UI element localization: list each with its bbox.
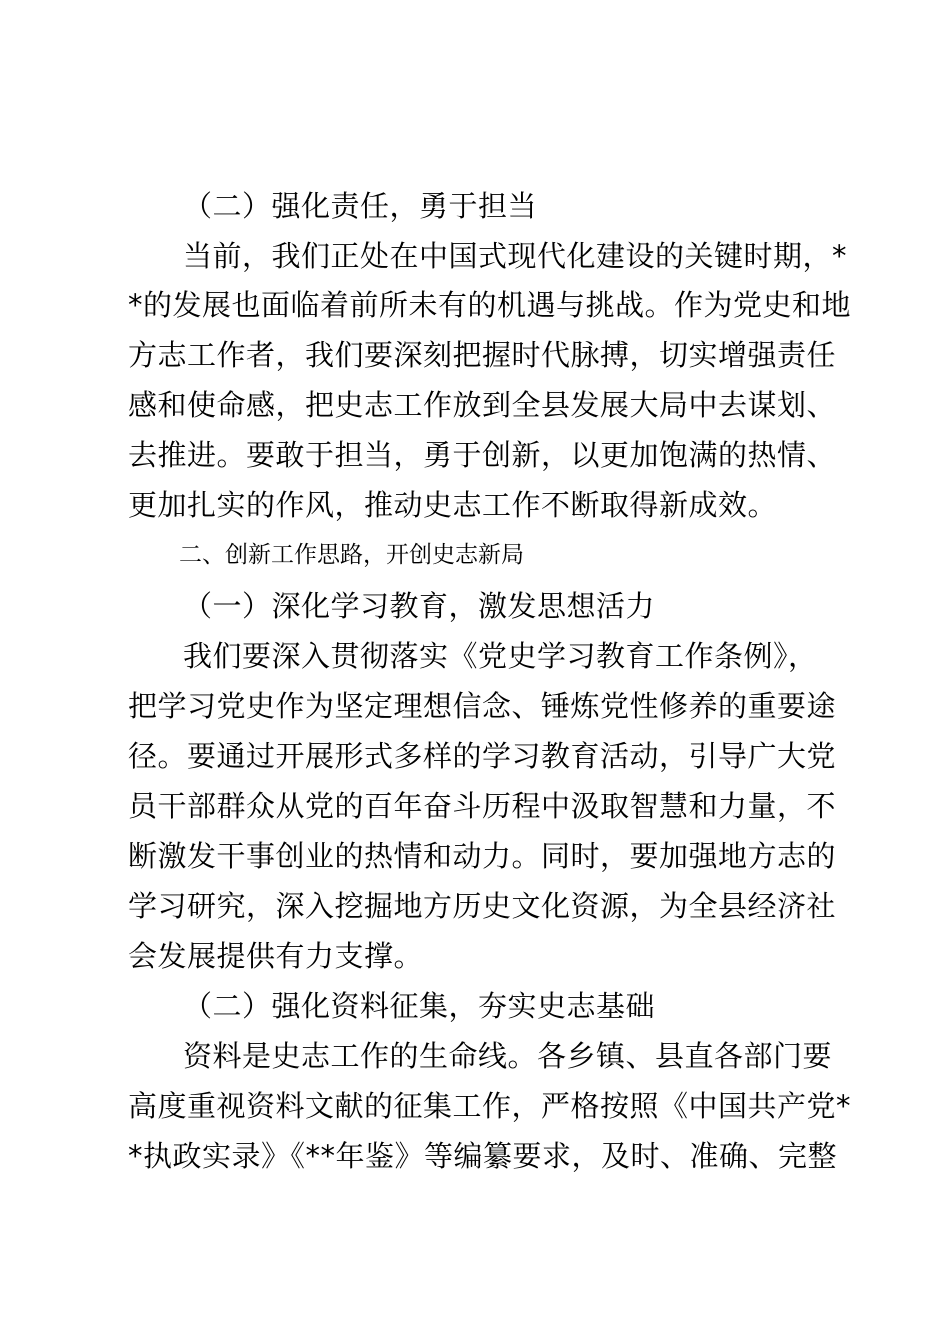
paragraph-line: 员干部群众从党的百年奋斗历程中汲取智慧和力量，不	[128, 789, 837, 823]
paragraph-line: 学习研究，深入挖掘地方历史文化资源，为全县经济社	[128, 889, 837, 923]
paragraph-line: 径。要通过开展形式多样的学习教育活动，引导广大党	[128, 739, 837, 773]
paragraph-line: 资料是史志工作的生命线。各乡镇、县直各部门要	[183, 1039, 833, 1073]
paragraph-line: 把学习党史作为坚定理想信念、锤炼党性修养的重要途	[128, 689, 837, 723]
paragraph-line: 断激发干事创业的热情和动力。同时，要加强地方志的	[128, 839, 837, 873]
paragraph-line: 感和使命感，把史志工作放到全县发展大局中去谋划、	[128, 388, 837, 422]
section-heading: （二）强化责任，勇于担当	[183, 189, 538, 223]
paragraph-line: 高度重视资料文献的征集工作，严格按照《中国共产党*	[128, 1089, 852, 1123]
paragraph-line: 更加扎实的作风，推动史志工作不断取得新成效。	[128, 488, 778, 522]
paragraph-line: *的发展也面临着前所未有的机遇与挑战。作为党史和地	[128, 288, 852, 322]
paragraph-line: *执政实录》《**年鉴》等编纂要求，及时、准确、完整	[128, 1139, 838, 1173]
paragraph-line: 会发展提供有力支撑。	[128, 939, 424, 973]
paragraph-line: 去推进。要敢于担当，勇于创新，以更加饱满的热情、	[128, 438, 837, 472]
paragraph-line: 方志工作者，我们要深刻把握时代脉搏，切实增强责任	[128, 338, 837, 372]
chapter-heading: 二、创新工作思路，开创史志新局	[179, 542, 524, 568]
paragraph-line: 当前，我们正处在中国式现代化建设的关键时期，*	[183, 239, 848, 273]
section-heading: （一）深化学习教育，激发思想活力	[183, 589, 656, 623]
paragraph-line: 我们要深入贯彻落实《党史学习教育工作条例》，	[183, 639, 818, 673]
section-heading: （二）强化资料征集，夯实史志基础	[183, 989, 656, 1023]
